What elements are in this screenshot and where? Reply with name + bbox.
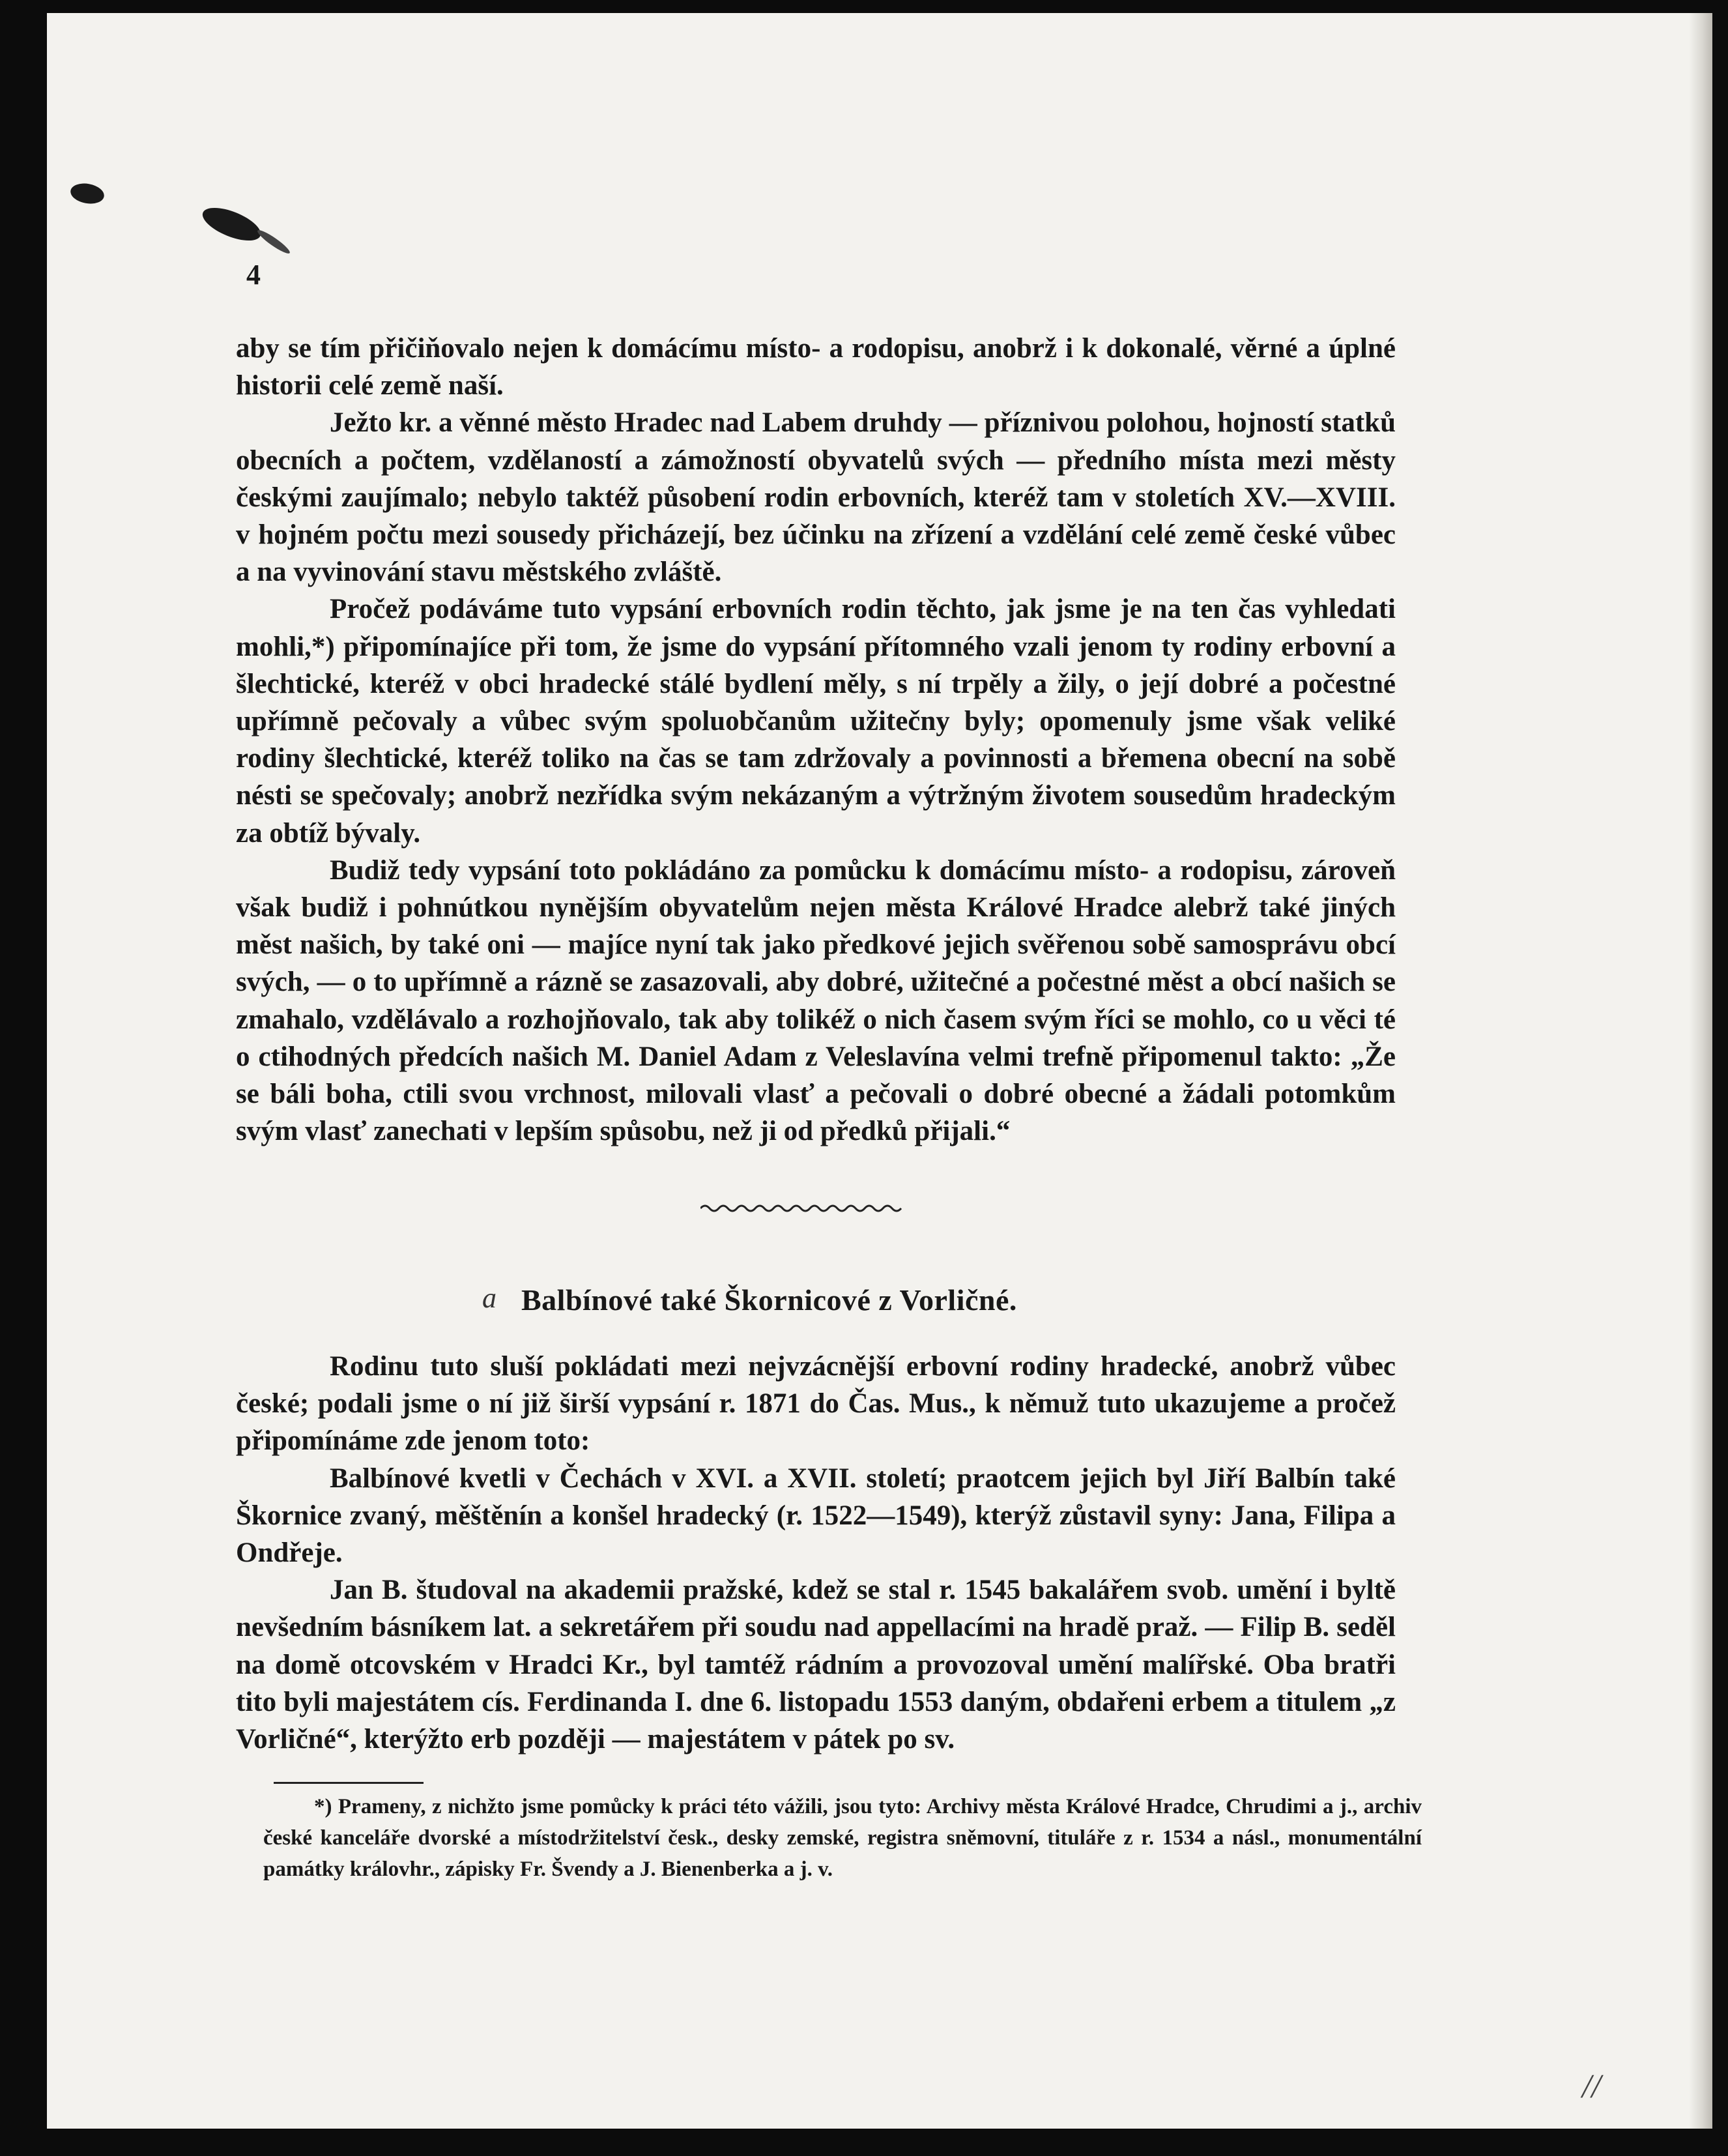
paragraph: Ježto kr. a věnné město Hradec nad Labem druhdy — příznivou polohou, hojností statků obecních a počtem, vzdělaností a zámožností obyvatelů svých — předního místa mezi městy českými zaujímalo; nebylo taktéž působení rodin erbovních, kteréž tam v stoletích XV.—XVIII. v hojném počtu mezi sousedy přicházejí, bez účinku na zřízení a vzdělání celé země české vůbec a na vyvinování stavu městského zvláště. [236,407,1396,588]
footnote-rule [274,1782,424,1784]
paragraph: Budiž tedy vypsání toto pokládáno za pomůcku k domácímu místo- a rodopisu, zároveň však budiž i pohnútkou nynějším obyvatelům nejen města Králové Hradce alebrž také jiných měst našich, by také oni — majíce nyní tak jako předkové jejich svěřenou sobě samosprávu obcí svých, — o to upřímně a rázně se zasazovali, aby dobré, užitečné a počestné měst a obcí našich se zmahalo, vzdělávalo a rozhojňovalo, tak aby tolikéž o nich časem svým říci se mohlo, co u věci té o ctihodných předcích našich M. Daniel Adam z Veleslavína velmi trefně připomenul takto: „Že se báli boha, ctili svou vrchnost, milovali vlasť a pečovali o dobré obecné a žádali potomkům svým vlasť zanechati v lepším spůsobu, než ji od předků přijali.“ [236,854,1396,1147]
page-edge-shadow [1689,13,1712,2129]
section-divider-ornament [700,1201,902,1216]
paragraph: Jan B. študoval na akademii pražské, kdež se stal r. 1545 bakalářem svob. umění i byltě nevšedním básníkem lat. a sekretářem při soudu nad appellacími na hradě praž. — Filip B. seděl na domě otcovském v Hradci Kr., byl tamtéž rádním a provozoval umění malířské. Oba bratři tito byli majestátem cís. Ferdinanda I. dne 6. listopadu 1553 daným, obdařeni erbem a titulem „z Vorličné“, kterýžto erb později — majestátem v pátek po sv. [236,1575,1396,1755]
paragraph: aby se tím přičiňovalo nejen k domácímu místo- a rodopisu, anobrž i k dokonalé, věrné a úplné historii celé země naší. [236,333,1396,401]
ink-blot [69,181,106,207]
section-text [236,1348,1396,1758]
footnote: *) Prameny, z nichžto jsme pomůcky k práci této vážili, jsou tyto: Archivy města Králové Hradce, Chrudimi a j., archiv české kanceláře dvorské a místodržitelství česk., desky zemské, registra sněmovní, tituláře z r. 1534 a násl., monumentální památky královhr., zápisky Fr. Švendy a J. Bienenberka a j. v. [263,1795,1422,1881]
ink-blot [198,201,265,248]
paragraph: Balbínové kvetli v Čechách v XVI. a XVII. století; praotcem jejich byl Jiří Balbín také Škornice zvaný, měštěnín a konšel hradecký (r. 1522—1549), kterýž zůstavil syny: Jana, Filipa a Ondřeje. [236,1463,1396,1569]
margin-scribble: // [1582,2068,1601,2105]
intro-text [236,330,1396,1150]
section-heading: Balbínové také Škornicové z Vorličné. [521,1283,1017,1317]
paragraph: Rodinu tuto sluší pokládati mezi nejvzácnější erbovní rodiny hradecké, anobrž vůbec české; podali jsme o ní již širší vypsání r. 1871 do Čas. Mus., k němuž tuto ukazujeme a pročež připomínáme zde jenom toto: [236,1351,1396,1457]
page-number: 4 [246,259,261,291]
margin-handwritten-mark: a [482,1282,497,1314]
ink-blot [255,227,292,256]
paragraph: Pročež podáváme tuto vypsání erbovních rodin těchto, jak jsme je na ten čas vyhledati mohli,*) připomínajíce při tom, že jsme do vypsání přítomného vzali jenom ty rodiny erbovní a šlechtické, kteréž v obci hradecké stálé bydlení měly, s ní trpěly a žily, o její dobré a počestné upřímně pečovaly a vůbec svým spoluobčanům užitečny byly; opomenuly jsme však veliké rodiny šlechtické, kteréž toliko na čas se tam zdržovaly a povinnosti a břemena obecní na sobě nésti se spečovaly; anobrž nezřídka svým nekázaným a výtržným životem sousedům hradeckým za obtíž bývaly. [236,594,1396,849]
